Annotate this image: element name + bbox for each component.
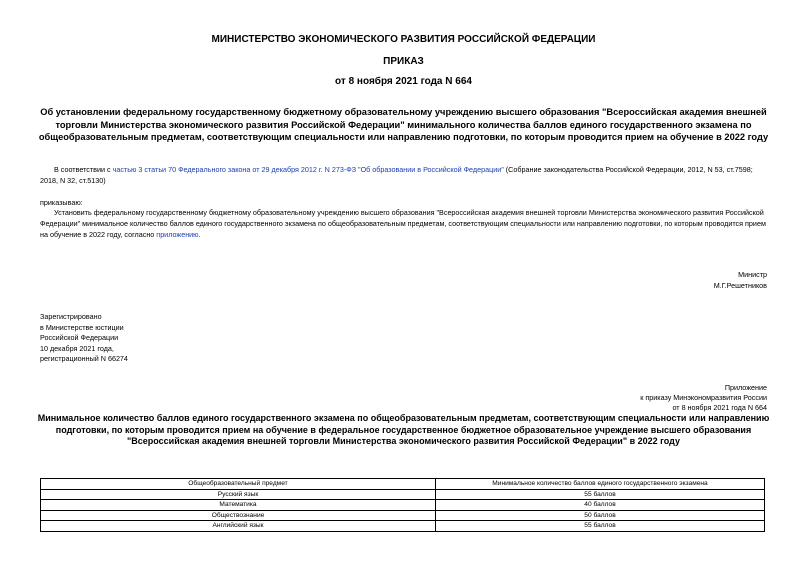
appendix-ref: к приказу Минэкономразвития России [640,393,767,402]
body-line: Установить федеральному государственному бюджетному образовательному учреждению высшего образования "Всероссийская академия внешней торговли Министерства экономического развития Российской [54,208,764,217]
signature-position: Министр [738,270,767,279]
order-word: приказываю: [40,198,83,207]
table-row [41,521,765,532]
law-link[interactable]: частью 3 статьи 70 Федерального закона от 29 декабря 2012 г. N 273-ФЗ "Об образовании в Российской Федерации" [112,165,504,174]
doc-type: ПРИКАЗ [383,56,424,67]
registration-line: 10 декабря 2021 года, [40,343,114,353]
appendix-title-line: Минимальное количество баллов единого государственного экзамена по общеобразовательным предметам, соответствующим специальности или направлению [37,413,770,423]
table-cell-score: 40 баллов [436,500,765,511]
appendix-label: Приложение [724,383,767,392]
preamble-line2: 2018, N 32, ст.5130) [40,176,106,185]
doc-date: от 8 ноября 2021 года N 664 [335,76,472,87]
ministry-heading: МИНИСТЕРСТВО ЭКОНОМИЧЕСКОГО РАЗВИТИЯ РОССИЙСКОЙ ФЕДЕРАЦИИ [211,34,596,45]
preamble-prefix: В соответствии с [54,165,113,174]
body-line [40,230,201,241]
table-row [41,489,765,500]
table-header-score: Минимальное количество баллов единого государственного экзамена [436,479,765,490]
signature-name: М.Г.Решетников [713,281,767,290]
document-title [0,106,807,144]
registration-line: Российской Федерации [40,333,119,342]
title-line: общеобразовательным предметам, соответствующим специальности или направлению подготовки, по которым проводится прием на обучение в 2022 году [38,132,769,142]
table-cell-score: 55 баллов [436,489,765,500]
appendix-date: от 8 ноября 2021 года N 664 [672,403,767,412]
appendix-title-line: подготовки, по которым проводится прием на обучение в федеральное государственное бюджетное образовательное учреждение высшего образования [55,424,752,435]
table-header-subject: Общеобразовательный предмет [41,479,436,490]
table-cell-subject: Математика [41,500,436,511]
appendix-title [0,413,807,448]
registration-block [40,312,128,365]
body-line: Федерации" минимальное количество баллов единого государственного экзамена по общеобразовательным предметам, соответствующим специальности или направлению подготовки, по которым проводится прием [40,219,766,228]
appendix-link[interactable]: приложению [156,230,199,239]
registration-line: в Министерстве юстиции [40,322,124,332]
body-line3-prefix: на обучение в 2022 году, согласно [40,230,157,239]
title-line: Об установлении федеральному государственному бюджетному образовательному учреждению высшего образования "Всероссийская академия внешней [40,107,767,117]
table-cell-subject: Английский язык [41,521,436,532]
registration-line: регистрационный N 66274 [40,354,128,363]
preamble [54,165,774,176]
title-line: торговли Министерства экономического развития Российской Федерации" минимального количества баллов единого государственного экзамена по [55,119,752,130]
table-cell-score: 55 баллов [436,521,765,532]
table-row [41,510,765,521]
body-line3-suffix: . [198,230,201,239]
table-row [41,500,765,511]
registration-line: Зарегистрировано [40,312,102,321]
appendix-title-line: "Всероссийская академия внешней торговли Министерства экономического развития Российской Федерации" в 2022 году [127,436,680,446]
preamble-suffix: (Собрание законодательства Российской Федерации, 2012, N 53, ст.7598; [503,165,753,174]
table-cell-subject: Русский язык [41,489,436,500]
scores-table [40,478,765,532]
table-header-row [41,479,765,490]
table-cell-score: 50 баллов [436,510,765,521]
table-cell-subject: Обществознание [41,510,436,521]
